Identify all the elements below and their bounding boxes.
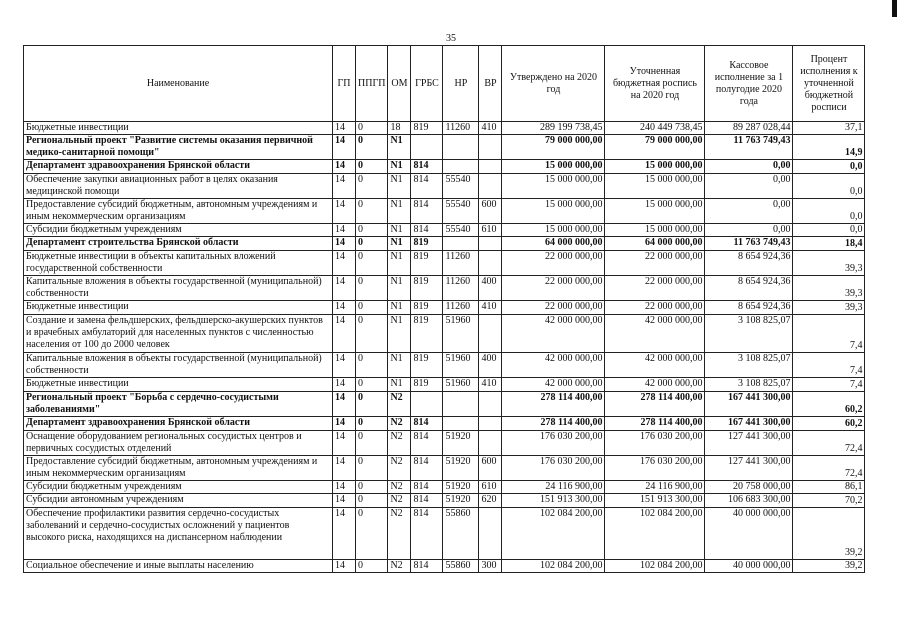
cell-gp: 14 (333, 301, 356, 315)
table-row (24, 508, 865, 560)
cell-grbs (411, 135, 443, 160)
cell-approved: 15 000 000,00 (502, 160, 605, 174)
cell-ppgp: 0 (356, 494, 388, 508)
cell-vr: 410 (479, 122, 502, 135)
table-body (24, 122, 865, 573)
table-row (24, 237, 865, 251)
cell-name: Департамент строительства Брянской области (24, 237, 333, 251)
cell-ppgp: 0 (356, 560, 388, 573)
cell-nr: 55540 (443, 174, 479, 199)
cell-om: N2 (388, 481, 411, 494)
table-row (24, 456, 865, 481)
cell-refined: 42 000 000,00 (605, 353, 705, 378)
cell-gp: 14 (333, 456, 356, 481)
cell-percent: 72,4 (793, 431, 865, 456)
header-grbs: ГРБС (411, 46, 443, 122)
table-row (24, 122, 865, 135)
cell-cash: 0,00 (705, 199, 793, 224)
cell-gp: 14 (333, 392, 356, 417)
cell-approved: 22 000 000,00 (502, 251, 605, 276)
cell-approved: 64 000 000,00 (502, 237, 605, 251)
cell-percent: 0,0 (793, 160, 865, 174)
cell-cash: 167 441 300,00 (705, 392, 793, 417)
cell-name: Бюджетные инвестиции (24, 122, 333, 135)
corner-mark (892, 0, 897, 17)
cell-vr: 410 (479, 378, 502, 392)
cell-ppgp: 0 (356, 315, 388, 353)
cell-grbs: 814 (411, 174, 443, 199)
cell-refined: 278 114 400,00 (605, 392, 705, 417)
cell-gp: 14 (333, 237, 356, 251)
cell-cash: 0,00 (705, 174, 793, 199)
cell-cash: 11 763 749,43 (705, 237, 793, 251)
page-number: 35 (446, 33, 456, 44)
cell-cash: 3 108 825,07 (705, 315, 793, 353)
cell-vr (479, 431, 502, 456)
cell-refined: 15 000 000,00 (605, 174, 705, 199)
cell-vr (479, 174, 502, 199)
cell-nr: 55540 (443, 224, 479, 237)
cell-approved: 15 000 000,00 (502, 224, 605, 237)
cell-nr (443, 135, 479, 160)
cell-ppgp: 0 (356, 174, 388, 199)
cell-percent: 14,9 (793, 135, 865, 160)
cell-grbs: 814 (411, 199, 443, 224)
cell-gp: 14 (333, 378, 356, 392)
cell-percent: 39,3 (793, 301, 865, 315)
cell-vr: 400 (479, 353, 502, 378)
cell-om: N1 (388, 174, 411, 199)
cell-grbs: 819 (411, 315, 443, 353)
cell-refined: 42 000 000,00 (605, 315, 705, 353)
cell-grbs: 814 (411, 224, 443, 237)
cell-ppgp: 0 (356, 417, 388, 431)
cell-cash: 8 654 924,36 (705, 276, 793, 301)
cell-om: N1 (388, 276, 411, 301)
cell-vr (479, 237, 502, 251)
cell-ppgp: 0 (356, 481, 388, 494)
cell-name: Департамент здравоохранения Брянской области (24, 160, 333, 174)
cell-name: Создание и замена фельдшерских, фельдшерско-акушерских пунктов и врачебных амбулаторий для населенных пунктов с численностью населения от 100 до 2000 человек (24, 315, 333, 353)
cell-ppgp: 0 (356, 251, 388, 276)
cell-approved: 15 000 000,00 (502, 174, 605, 199)
cell-refined: 79 000 000,00 (605, 135, 705, 160)
cell-nr (443, 417, 479, 431)
cell-gp: 14 (333, 431, 356, 456)
cell-refined: 102 084 200,00 (605, 560, 705, 573)
header-approved: Утверждено на 2020 год (502, 46, 605, 122)
cell-grbs: 814 (411, 560, 443, 573)
cell-name: Региональный проект "Развитие системы оказания первичной медико-санитарной помощи" (24, 135, 333, 160)
cell-approved: 22 000 000,00 (502, 276, 605, 301)
cell-percent: 7,4 (793, 315, 865, 353)
cell-ppgp: 0 (356, 122, 388, 135)
cell-approved: 176 030 200,00 (502, 431, 605, 456)
cell-gp: 14 (333, 276, 356, 301)
cell-percent: 0,0 (793, 224, 865, 237)
cell-vr: 600 (479, 199, 502, 224)
cell-gp: 14 (333, 560, 356, 573)
cell-refined: 278 114 400,00 (605, 417, 705, 431)
cell-nr (443, 392, 479, 417)
cell-name: Капитальные вложения в объекты государственной (муниципальной) собственности (24, 353, 333, 378)
cell-name: Бюджетные инвестиции в объекты капитальных вложений государственной собственности (24, 251, 333, 276)
cell-percent: 39,3 (793, 251, 865, 276)
cell-grbs: 814 (411, 456, 443, 481)
cell-approved: 278 114 400,00 (502, 392, 605, 417)
cell-refined: 176 030 200,00 (605, 431, 705, 456)
cell-approved: 42 000 000,00 (502, 315, 605, 353)
cell-ppgp: 0 (356, 378, 388, 392)
cell-nr: 11260 (443, 276, 479, 301)
cell-ppgp: 0 (356, 431, 388, 456)
cell-om: 18 (388, 122, 411, 135)
cell-vr (479, 251, 502, 276)
cell-vr: 610 (479, 481, 502, 494)
cell-gp: 14 (333, 160, 356, 174)
header-cash: Кассовое исполнение за 1 полугодие 2020 года (705, 46, 793, 122)
cell-vr: 410 (479, 301, 502, 315)
cell-grbs: 819 (411, 237, 443, 251)
cell-approved: 151 913 300,00 (502, 494, 605, 508)
cell-om: N1 (388, 237, 411, 251)
cell-gp: 14 (333, 251, 356, 276)
cell-nr: 51960 (443, 378, 479, 392)
cell-refined: 22 000 000,00 (605, 276, 705, 301)
cell-cash: 106 683 300,00 (705, 494, 793, 508)
cell-approved: 22 000 000,00 (502, 301, 605, 315)
header-name: Наименование (24, 46, 333, 122)
cell-approved: 176 030 200,00 (502, 456, 605, 481)
cell-nr: 51960 (443, 353, 479, 378)
cell-gp: 14 (333, 417, 356, 431)
cell-nr: 11260 (443, 122, 479, 135)
table-row (24, 224, 865, 237)
header-refined: Уточненная бюджетная роспись на 2020 год (605, 46, 705, 122)
header-percent: Процент исполнения к уточненной бюджетной росписи (793, 46, 865, 122)
table-row (24, 431, 865, 456)
cell-gp: 14 (333, 135, 356, 160)
cell-refined: 22 000 000,00 (605, 251, 705, 276)
cell-name: Субсидии автономным учреждениям (24, 494, 333, 508)
table-row (24, 135, 865, 160)
cell-cash: 0,00 (705, 160, 793, 174)
cell-vr (479, 417, 502, 431)
cell-percent: 7,4 (793, 378, 865, 392)
cell-name: Социальное обеспечение и иные выплаты населению (24, 560, 333, 573)
table-row (24, 160, 865, 174)
cell-refined: 240 449 738,45 (605, 122, 705, 135)
header-gp: ГП (333, 46, 356, 122)
cell-percent: 0,0 (793, 199, 865, 224)
cell-cash: 40 000 000,00 (705, 560, 793, 573)
cell-cash: 20 758 000,00 (705, 481, 793, 494)
cell-grbs: 814 (411, 431, 443, 456)
cell-name: Департамент здравоохранения Брянской области (24, 417, 333, 431)
cell-nr: 55540 (443, 199, 479, 224)
cell-gp: 14 (333, 353, 356, 378)
cell-om: N2 (388, 431, 411, 456)
cell-gp: 14 (333, 174, 356, 199)
cell-refined: 15 000 000,00 (605, 199, 705, 224)
table-row (24, 199, 865, 224)
cell-gp: 14 (333, 494, 356, 508)
cell-nr (443, 160, 479, 174)
table-row (24, 378, 865, 392)
cell-name: Региональный проект "Борьба с сердечно-сосудистыми заболеваниями" (24, 392, 333, 417)
table-row (24, 417, 865, 431)
cell-gp: 14 (333, 481, 356, 494)
cell-gp: 14 (333, 315, 356, 353)
cell-nr (443, 237, 479, 251)
cell-om: N2 (388, 417, 411, 431)
cell-cash: 40 000 000,00 (705, 508, 793, 560)
cell-cash: 167 441 300,00 (705, 417, 793, 431)
cell-approved: 79 000 000,00 (502, 135, 605, 160)
cell-ppgp: 0 (356, 276, 388, 301)
cell-cash: 127 441 300,00 (705, 431, 793, 456)
cell-approved: 24 116 900,00 (502, 481, 605, 494)
cell-grbs: 819 (411, 122, 443, 135)
cell-refined: 176 030 200,00 (605, 456, 705, 481)
cell-name: Оснащение оборудованием региональных сосудистых центров и первичных сосудистых отделений (24, 431, 333, 456)
cell-cash: 0,00 (705, 224, 793, 237)
cell-name: Обеспечение профилактики развития сердечно-сосудистых заболеваний и сердечно-сосудистых осложнений у пациентов высокого риска, находящихся на диспансерном наблюдении (24, 508, 333, 560)
cell-percent: 72,4 (793, 456, 865, 481)
cell-ppgp: 0 (356, 135, 388, 160)
table-row (24, 353, 865, 378)
cell-percent: 0,0 (793, 174, 865, 199)
cell-nr: 51920 (443, 431, 479, 456)
cell-cash: 127 441 300,00 (705, 456, 793, 481)
cell-ppgp: 0 (356, 353, 388, 378)
header-vr: ВР (479, 46, 502, 122)
cell-percent: 39,2 (793, 508, 865, 560)
cell-grbs: 814 (411, 160, 443, 174)
header-ppgp: ППГП (356, 46, 388, 122)
cell-name: Субсидии бюджетным учреждениям (24, 224, 333, 237)
table-row (24, 174, 865, 199)
cell-om: N1 (388, 251, 411, 276)
cell-om: N1 (388, 199, 411, 224)
cell-ppgp: 0 (356, 199, 388, 224)
cell-nr: 11260 (443, 301, 479, 315)
cell-percent: 39,2 (793, 560, 865, 573)
cell-om: N1 (388, 135, 411, 160)
cell-vr (479, 508, 502, 560)
table-row (24, 276, 865, 301)
cell-approved: 42 000 000,00 (502, 378, 605, 392)
cell-vr (479, 392, 502, 417)
cell-ppgp: 0 (356, 508, 388, 560)
cell-vr: 600 (479, 456, 502, 481)
cell-refined: 15 000 000,00 (605, 160, 705, 174)
cell-gp: 14 (333, 122, 356, 135)
cell-percent: 60,2 (793, 417, 865, 431)
cell-approved: 42 000 000,00 (502, 353, 605, 378)
cell-percent: 39,3 (793, 276, 865, 301)
cell-om: N1 (388, 353, 411, 378)
cell-grbs: 814 (411, 481, 443, 494)
cell-nr: 51920 (443, 456, 479, 481)
cell-om: N2 (388, 456, 411, 481)
cell-percent: 60,2 (793, 392, 865, 417)
cell-vr: 620 (479, 494, 502, 508)
header-row (24, 46, 865, 122)
cell-nr: 51920 (443, 494, 479, 508)
cell-om: N1 (388, 160, 411, 174)
header-om: ОМ (388, 46, 411, 122)
cell-cash: 8 654 924,36 (705, 301, 793, 315)
cell-vr (479, 135, 502, 160)
table-row (24, 481, 865, 494)
cell-om: N1 (388, 315, 411, 353)
cell-percent: 37,1 (793, 122, 865, 135)
cell-ppgp: 0 (356, 160, 388, 174)
cell-grbs: 819 (411, 276, 443, 301)
cell-vr: 400 (479, 276, 502, 301)
cell-vr: 610 (479, 224, 502, 237)
cell-refined: 64 000 000,00 (605, 237, 705, 251)
cell-percent: 86,1 (793, 481, 865, 494)
cell-grbs: 814 (411, 508, 443, 560)
cell-vr: 300 (479, 560, 502, 573)
cell-refined: 24 116 900,00 (605, 481, 705, 494)
cell-om: N1 (388, 224, 411, 237)
cell-gp: 14 (333, 199, 356, 224)
cell-cash: 8 654 924,36 (705, 251, 793, 276)
cell-percent: 18,4 (793, 237, 865, 251)
cell-approved: 15 000 000,00 (502, 199, 605, 224)
cell-approved: 102 084 200,00 (502, 508, 605, 560)
cell-nr: 51920 (443, 481, 479, 494)
cell-cash: 89 287 028,44 (705, 122, 793, 135)
cell-percent: 70,2 (793, 494, 865, 508)
cell-nr: 11260 (443, 251, 479, 276)
cell-refined: 15 000 000,00 (605, 224, 705, 237)
cell-ppgp: 0 (356, 237, 388, 251)
table-row (24, 301, 865, 315)
cell-approved: 278 114 400,00 (502, 417, 605, 431)
cell-name: Субсидии бюджетным учреждениям (24, 481, 333, 494)
cell-cash: 3 108 825,07 (705, 378, 793, 392)
cell-gp: 14 (333, 224, 356, 237)
cell-om: N1 (388, 378, 411, 392)
cell-name: Бюджетные инвестиции (24, 301, 333, 315)
cell-om: N2 (388, 494, 411, 508)
cell-refined: 151 913 300,00 (605, 494, 705, 508)
cell-percent: 7,4 (793, 353, 865, 378)
cell-om: N2 (388, 560, 411, 573)
cell-grbs: 819 (411, 353, 443, 378)
cell-grbs: 814 (411, 417, 443, 431)
cell-refined: 102 084 200,00 (605, 508, 705, 560)
cell-nr: 55860 (443, 508, 479, 560)
cell-grbs: 819 (411, 251, 443, 276)
cell-cash: 11 763 749,43 (705, 135, 793, 160)
header-nr: НР (443, 46, 479, 122)
table-row (24, 494, 865, 508)
budget-table (23, 45, 865, 573)
cell-name: Обеспечение закупки авиационных работ в целях оказания медицинской помощи (24, 174, 333, 199)
cell-om: N2 (388, 392, 411, 417)
cell-name: Предоставление субсидий бюджетным, автономным учреждениям и иным некоммерческим организациям (24, 456, 333, 481)
table-row (24, 315, 865, 353)
cell-om: N1 (388, 301, 411, 315)
table-row (24, 251, 865, 276)
cell-grbs: 819 (411, 378, 443, 392)
cell-nr: 51960 (443, 315, 479, 353)
cell-approved: 102 084 200,00 (502, 560, 605, 573)
cell-approved: 289 199 738,45 (502, 122, 605, 135)
cell-name: Бюджетные инвестиции (24, 378, 333, 392)
cell-om: N2 (388, 508, 411, 560)
cell-name: Предоставление субсидий бюджетным, автономным учреждениям и иным некоммерческим организациям (24, 199, 333, 224)
cell-ppgp: 0 (356, 392, 388, 417)
table-row (24, 560, 865, 573)
cell-grbs: 814 (411, 494, 443, 508)
cell-grbs (411, 392, 443, 417)
cell-ppgp: 0 (356, 224, 388, 237)
table-row (24, 392, 865, 417)
cell-ppgp: 0 (356, 301, 388, 315)
cell-refined: 42 000 000,00 (605, 378, 705, 392)
cell-ppgp: 0 (356, 456, 388, 481)
cell-cash: 3 108 825,07 (705, 353, 793, 378)
cell-gp: 14 (333, 508, 356, 560)
cell-vr (479, 315, 502, 353)
cell-nr: 55860 (443, 560, 479, 573)
cell-grbs: 819 (411, 301, 443, 315)
cell-name: Капитальные вложения в объекты государственной (муниципальной) собственности (24, 276, 333, 301)
cell-refined: 22 000 000,00 (605, 301, 705, 315)
cell-vr (479, 160, 502, 174)
